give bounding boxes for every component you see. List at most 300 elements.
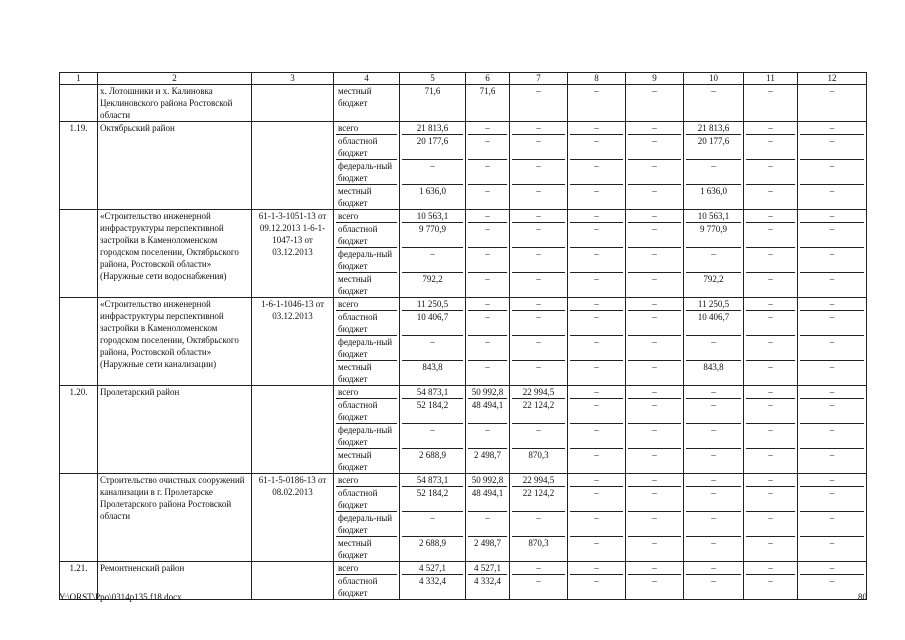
- amount-cell: 10 563,1: [697, 211, 730, 221]
- amount-cell: –: [628, 448, 681, 473]
- amount-cell: 71,6: [479, 86, 496, 96]
- funding-source-label: местный бюджет: [336, 272, 397, 297]
- amount-cell: –: [652, 387, 657, 397]
- funding-source-label: областной бюджет: [336, 310, 397, 335]
- amount-cell: –: [829, 387, 835, 397]
- amount-column: [626, 210, 684, 298]
- amount-cell: –: [652, 123, 657, 133]
- amount-cell: –: [512, 222, 565, 247]
- amount-cell: 1 636,0: [402, 184, 463, 209]
- registration-code: 61-1-3-1051-13 от 09.12.2013 1-6-1-1047-13 от 03.12.2013: [252, 210, 334, 298]
- amount-cell: 4 332,4: [468, 574, 507, 599]
- header-cell: 4: [334, 73, 400, 85]
- amount-cell: –: [468, 272, 507, 297]
- document-path: Y:\ORST\Ppo\0314p135.f18.docx: [59, 592, 182, 602]
- amount-column: [400, 210, 466, 298]
- amount-column: [510, 474, 568, 562]
- item-name: Пролетарский район: [98, 386, 252, 474]
- amount-cell: –: [468, 423, 507, 448]
- funding-source-label: областной бюджет: [336, 134, 397, 159]
- amount-cell: –: [570, 448, 623, 473]
- amount-cell: 50 992,8: [471, 387, 504, 397]
- amount-cell: 11 250,5: [416, 299, 449, 309]
- amount-cell: –: [536, 86, 541, 96]
- amount-column: [510, 562, 568, 600]
- amount-cell: –: [800, 536, 864, 561]
- registration-code: [252, 562, 334, 600]
- amount-cell: –: [628, 574, 681, 599]
- table-row: [60, 298, 867, 386]
- item-name: «Строительство инженерной инфраструктуры перспективной застройки в Каменоломенском городском поселении, Октябрьского района, Ростовской области» (Наружные сети канализации): [98, 298, 252, 386]
- amount-cell: 71,6: [424, 86, 441, 96]
- amount-column: [684, 122, 744, 210]
- amount-cell: 20 177,6: [686, 134, 741, 159]
- header-cell: 9: [626, 73, 684, 85]
- header-cell: 6: [466, 73, 510, 85]
- amount-column: [684, 298, 744, 386]
- item-number: [60, 298, 98, 386]
- funding-source-label: всего: [338, 387, 359, 397]
- table-row: [60, 122, 867, 210]
- amount-cell: –: [768, 123, 773, 133]
- funding-source-label: федераль-ный бюджет: [336, 247, 397, 272]
- table-row: [60, 474, 867, 562]
- funding-source-list: [334, 298, 400, 386]
- amount-cell: –: [711, 86, 716, 96]
- amount-cell: –: [468, 184, 507, 209]
- amount-cell: 870,3: [512, 536, 565, 561]
- amount-cell: 52 184,2: [402, 486, 463, 511]
- amount-cell: –: [468, 335, 507, 360]
- funding-source-label: федераль-ный бюджет: [336, 511, 397, 536]
- amount-cell: –: [570, 247, 623, 272]
- amount-cell: –: [746, 423, 795, 448]
- amount-cell: 54 873,1: [416, 387, 449, 397]
- amount-cell: –: [652, 475, 657, 485]
- header-cell: 5: [400, 73, 466, 85]
- amount-cell: –: [628, 184, 681, 209]
- amount-cell: –: [402, 511, 463, 536]
- amount-cell: –: [628, 398, 681, 423]
- amount-cell: –: [686, 423, 741, 448]
- header-cell: 7: [510, 73, 568, 85]
- amount-column: [684, 562, 744, 600]
- registration-code: [252, 386, 334, 474]
- amount-column: [568, 122, 626, 210]
- amount-column: [626, 474, 684, 562]
- amount-cell: –: [768, 86, 773, 96]
- amount-cell: –: [628, 272, 681, 297]
- amount-cell: –: [570, 486, 623, 511]
- funding-source-label: федераль-ный бюджет: [336, 335, 397, 360]
- amount-cell: –: [768, 211, 773, 221]
- amount-cell: 1 636,0: [686, 184, 741, 209]
- page-number: 80: [858, 592, 867, 602]
- amount-cell: –: [711, 387, 716, 397]
- amount-cell: –: [570, 511, 623, 536]
- amount-column: [626, 298, 684, 386]
- amount-column: [798, 474, 867, 562]
- amount-cell: –: [829, 123, 835, 133]
- amount-cell: –: [800, 184, 864, 209]
- amount-column: [798, 298, 867, 386]
- amount-cell: –: [468, 360, 507, 385]
- funding-source-list: [334, 474, 400, 562]
- amount-cell: –: [800, 511, 864, 536]
- amount-cell: –: [485, 211, 490, 221]
- amount-cell: 2 688,9: [402, 448, 463, 473]
- amount-cell: –: [512, 310, 565, 335]
- amount-column: [400, 298, 466, 386]
- amount-cell: –: [628, 247, 681, 272]
- funding-source-label: всего: [338, 123, 359, 133]
- amount-column: [568, 562, 626, 600]
- amount-cell: –: [652, 299, 657, 309]
- amount-column: [744, 474, 798, 562]
- item-name: «Строительство инженерной инфраструктуры перспективной застройки в Каменоломенском городском поселении, Октябрьского района, Ростовской области» (Наружные сети водоснабжения): [98, 210, 252, 298]
- amount-cell: –: [746, 159, 795, 184]
- amount-column: [798, 122, 867, 210]
- item-name: Строительство очистных сооружений канализации в г. Пролетарске Пролетарского района Ростовской области: [98, 474, 252, 562]
- amount-cell: –: [468, 222, 507, 247]
- funding-source-label: областной бюджет: [336, 398, 397, 423]
- amount-cell: –: [800, 222, 864, 247]
- amount-column: [798, 85, 867, 122]
- amount-cell: –: [468, 134, 507, 159]
- header-cell: 11: [744, 73, 798, 85]
- amount-cell: 22 994,5: [522, 475, 555, 485]
- amount-cell: –: [628, 536, 681, 561]
- amount-cell: –: [829, 563, 835, 573]
- item-name: Ремонтненский район: [98, 562, 252, 600]
- amount-cell: 2 498,7: [468, 448, 507, 473]
- amount-column: [744, 298, 798, 386]
- amount-column: [510, 386, 568, 474]
- funding-source-label: областной бюджет: [336, 574, 397, 599]
- amount-cell: –: [594, 563, 599, 573]
- amount-cell: –: [570, 360, 623, 385]
- amount-column: [744, 210, 798, 298]
- amount-cell: –: [746, 536, 795, 561]
- amount-cell: 792,2: [686, 272, 741, 297]
- amount-cell: –: [628, 335, 681, 360]
- header-cell: 8: [568, 73, 626, 85]
- amount-cell: 9 770,9: [402, 222, 463, 247]
- funding-source-list: [334, 386, 400, 474]
- amount-cell: –: [800, 159, 864, 184]
- amount-cell: –: [570, 398, 623, 423]
- funding-source-label: местный бюджет: [336, 536, 397, 561]
- amount-column: [798, 562, 867, 600]
- amount-cell: 9 770,9: [686, 222, 741, 247]
- item-number: 1.19.: [60, 122, 98, 210]
- amount-cell: 22 124,2: [512, 398, 565, 423]
- table-row: [60, 386, 867, 474]
- amount-cell: –: [512, 335, 565, 360]
- amount-cell: –: [746, 574, 795, 599]
- amount-cell: –: [686, 486, 741, 511]
- amount-cell: –: [512, 184, 565, 209]
- amount-cell: 870,3: [512, 448, 565, 473]
- amount-cell: 21 813,6: [697, 123, 730, 133]
- item-name: х. Лотошники и х. Калиновка Цеклиновского района Ростовской области: [98, 85, 252, 122]
- amount-cell: 2 498,7: [468, 536, 507, 561]
- amount-cell: –: [570, 272, 623, 297]
- item-number: 1.21.: [60, 562, 98, 600]
- amount-cell: –: [512, 134, 565, 159]
- amount-column: [400, 562, 466, 600]
- amount-cell: –: [711, 475, 716, 485]
- amount-cell: –: [512, 511, 565, 536]
- amount-cell: –: [570, 184, 623, 209]
- amount-column: [626, 386, 684, 474]
- funding-source-label: всего: [338, 475, 359, 485]
- item-number: [60, 210, 98, 298]
- amount-cell: –: [746, 222, 795, 247]
- amount-column: [400, 85, 466, 122]
- funding-source-label: федераль-ный бюджет: [336, 423, 397, 448]
- amount-cell: –: [800, 398, 864, 423]
- amount-cell: –: [746, 134, 795, 159]
- amount-column: [510, 298, 568, 386]
- amount-cell: –: [746, 448, 795, 473]
- amount-cell: –: [746, 184, 795, 209]
- amount-cell: –: [746, 247, 795, 272]
- funding-source-label: федераль-ный бюджет: [336, 159, 397, 184]
- amount-column: [744, 386, 798, 474]
- funding-source-list: [334, 85, 400, 122]
- header-cell: 10: [684, 73, 744, 85]
- registration-code: [252, 122, 334, 210]
- amount-cell: –: [570, 222, 623, 247]
- amount-cell: –: [570, 423, 623, 448]
- amount-cell: –: [746, 511, 795, 536]
- amount-cell: –: [829, 475, 835, 485]
- amount-column: [466, 562, 510, 600]
- amount-cell: –: [686, 335, 741, 360]
- funding-source-label: областной бюджет: [336, 222, 397, 247]
- amount-cell: –: [686, 247, 741, 272]
- amount-column: [798, 386, 867, 474]
- amount-cell: –: [512, 159, 565, 184]
- amount-cell: –: [402, 247, 463, 272]
- amount-cell: –: [746, 335, 795, 360]
- amount-cell: –: [800, 335, 864, 360]
- amount-column: [626, 562, 684, 600]
- amount-column: [568, 474, 626, 562]
- amount-column: [568, 210, 626, 298]
- amount-cell: –: [594, 123, 599, 133]
- funding-source-label: всего: [338, 211, 359, 221]
- amount-column: [466, 298, 510, 386]
- amount-column: [568, 386, 626, 474]
- amount-cell: –: [628, 159, 681, 184]
- funding-source-list: [334, 210, 400, 298]
- amount-cell: –: [485, 299, 490, 309]
- amount-cell: –: [800, 448, 864, 473]
- amount-cell: –: [686, 511, 741, 536]
- amount-cell: –: [570, 159, 623, 184]
- item-number: [60, 85, 98, 122]
- header-row: [60, 73, 867, 85]
- funding-source-label: местный бюджет: [336, 448, 397, 473]
- amount-column: [466, 474, 510, 562]
- amount-cell: 20 177,6: [402, 134, 463, 159]
- amount-cell: 48 494,1: [468, 398, 507, 423]
- amount-cell: 52 184,2: [402, 398, 463, 423]
- amount-cell: –: [485, 123, 490, 133]
- funding-source-label: всего: [338, 563, 359, 573]
- funding-source-label: всего: [338, 299, 359, 309]
- header-cell: 2: [98, 73, 252, 85]
- funding-source-label: местный бюджет: [338, 86, 372, 108]
- item-number: [60, 474, 98, 562]
- amount-cell: –: [402, 423, 463, 448]
- amount-cell: –: [628, 310, 681, 335]
- amount-cell: –: [570, 335, 623, 360]
- amount-column: [744, 85, 798, 122]
- amount-cell: 54 873,1: [416, 475, 449, 485]
- amount-cell: –: [468, 159, 507, 184]
- amount-cell: –: [536, 123, 541, 133]
- amount-column: [684, 85, 744, 122]
- amount-cell: –: [628, 360, 681, 385]
- amount-cell: –: [628, 423, 681, 448]
- amount-cell: –: [768, 563, 773, 573]
- amount-cell: –: [686, 536, 741, 561]
- amount-column: [510, 210, 568, 298]
- amount-cell: –: [652, 563, 657, 573]
- amount-cell: 843,8: [686, 360, 741, 385]
- amount-cell: –: [402, 335, 463, 360]
- amount-cell: –: [768, 387, 773, 397]
- amount-cell: –: [768, 475, 773, 485]
- registration-code: [252, 85, 334, 122]
- amount-column: [626, 85, 684, 122]
- amount-cell: –: [628, 134, 681, 159]
- amount-column: [466, 210, 510, 298]
- amount-column: [744, 122, 798, 210]
- funding-source-label: областной бюджет: [336, 486, 397, 511]
- budget-table: [59, 72, 867, 600]
- amount-cell: –: [570, 134, 623, 159]
- amount-column: [466, 122, 510, 210]
- amount-cell: 22 124,2: [512, 486, 565, 511]
- amount-column: [400, 474, 466, 562]
- amount-cell: –: [800, 272, 864, 297]
- amount-cell: –: [570, 536, 623, 561]
- amount-column: [568, 85, 626, 122]
- amount-column: [466, 85, 510, 122]
- registration-code: 1-6-1-1046-13 от 03.12.2013: [252, 298, 334, 386]
- header-cell: 12: [798, 73, 867, 85]
- funding-source-list: [334, 562, 400, 600]
- amount-cell: –: [468, 310, 507, 335]
- table-body: [60, 73, 867, 600]
- amount-cell: 4 527,1: [419, 563, 446, 573]
- amount-column: [744, 562, 798, 600]
- amount-cell: –: [512, 574, 565, 599]
- amount-cell: –: [594, 387, 599, 397]
- amount-cell: –: [594, 86, 599, 96]
- amount-cell: –: [512, 423, 565, 448]
- amount-cell: 4 332,4: [402, 574, 463, 599]
- amount-cell: –: [594, 475, 599, 485]
- amount-cell: –: [536, 563, 541, 573]
- item-number: 1.20.: [60, 386, 98, 474]
- amount-cell: –: [512, 360, 565, 385]
- amount-cell: –: [686, 574, 741, 599]
- amount-cell: –: [800, 310, 864, 335]
- amount-cell: –: [594, 299, 599, 309]
- amount-cell: –: [800, 423, 864, 448]
- registration-code: 61-1-5-0186-13 от 08.02.2013: [252, 474, 334, 562]
- amount-column: [684, 474, 744, 562]
- amount-column: [400, 122, 466, 210]
- amount-cell: 10 563,1: [416, 211, 449, 221]
- amount-cell: –: [746, 272, 795, 297]
- amount-column: [684, 386, 744, 474]
- amount-cell: –: [468, 247, 507, 272]
- amount-cell: –: [652, 211, 657, 221]
- amount-column: [510, 85, 568, 122]
- amount-cell: 22 994,5: [522, 387, 555, 397]
- amount-cell: –: [628, 511, 681, 536]
- amount-cell: 11 250,5: [697, 299, 730, 309]
- amount-cell: –: [628, 222, 681, 247]
- table-row: [60, 85, 867, 122]
- amount-cell: –: [829, 299, 835, 309]
- amount-cell: –: [746, 486, 795, 511]
- amount-cell: –: [829, 211, 835, 221]
- amount-cell: –: [536, 211, 541, 221]
- funding-source-list: [334, 122, 400, 210]
- amount-cell: –: [512, 247, 565, 272]
- amount-cell: –: [686, 398, 741, 423]
- amount-column: [798, 210, 867, 298]
- amount-cell: –: [711, 563, 716, 573]
- amount-column: [626, 122, 684, 210]
- amount-column: [466, 386, 510, 474]
- amount-cell: 48 494,1: [468, 486, 507, 511]
- amount-cell: –: [800, 134, 864, 159]
- amount-cell: –: [594, 211, 599, 221]
- amount-cell: 10 406,7: [402, 310, 463, 335]
- amount-cell: –: [536, 299, 541, 309]
- amount-column: [684, 210, 744, 298]
- amount-cell: –: [686, 159, 741, 184]
- amount-cell: –: [800, 360, 864, 385]
- header-cell: 3: [252, 73, 334, 85]
- amount-cell: –: [746, 360, 795, 385]
- amount-cell: –: [746, 310, 795, 335]
- amount-cell: 10 406,7: [686, 310, 741, 335]
- amount-cell: –: [628, 486, 681, 511]
- amount-column: [510, 122, 568, 210]
- amount-cell: 2 688,9: [402, 536, 463, 561]
- amount-cell: –: [468, 511, 507, 536]
- amount-cell: –: [800, 247, 864, 272]
- amount-cell: –: [570, 574, 623, 599]
- amount-cell: 843,8: [402, 360, 463, 385]
- funding-source-label: местный бюджет: [336, 360, 397, 385]
- amount-cell: –: [746, 398, 795, 423]
- amount-cell: –: [829, 86, 835, 96]
- amount-cell: –: [652, 86, 657, 96]
- amount-cell: –: [512, 272, 565, 297]
- amount-cell: –: [402, 159, 463, 184]
- amount-cell: –: [800, 486, 864, 511]
